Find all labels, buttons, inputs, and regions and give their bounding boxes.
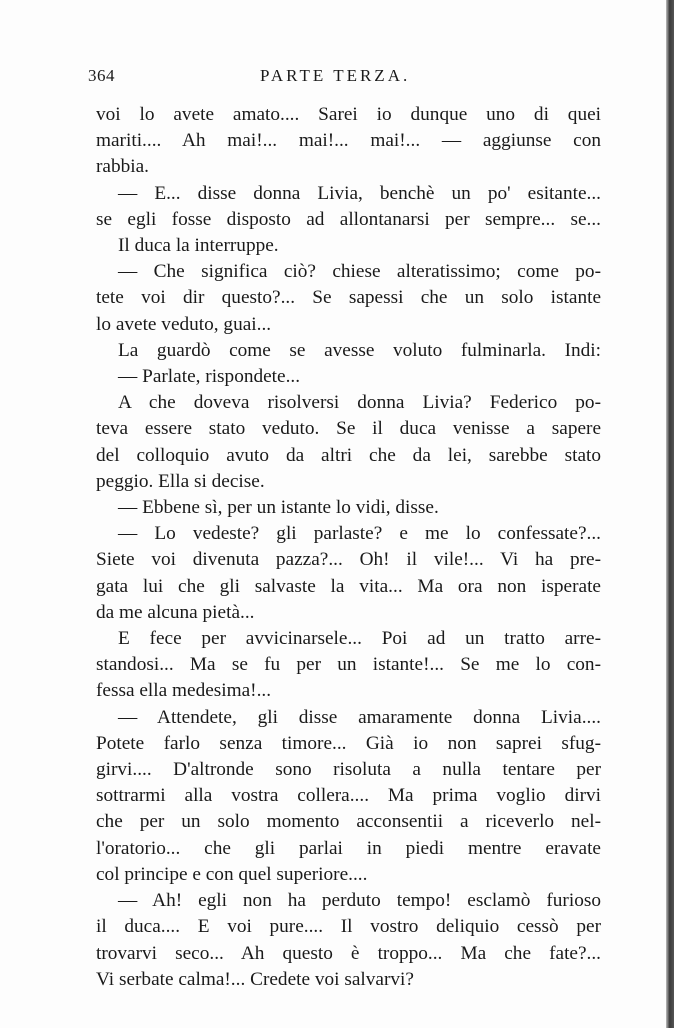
text-line: teva essere stato veduto. Se il duca venisse a sapere: [96, 418, 601, 440]
text-line: La guardò come se avesse voluto fulminarla. Indi:: [118, 339, 601, 361]
text-line: l'oratorio... che gli parlai in piedi mentre eravate: [96, 837, 601, 859]
text-line: Potete farlo senza timore... Già io non saprei sfug-: [96, 732, 601, 754]
text-line: — Ah! egli non ha perduto tempo! esclamò furioso: [118, 890, 601, 912]
page-number: 364: [88, 66, 115, 85]
text-line: — E... disse donna Livia, benchè un po' esitante...: [118, 182, 601, 204]
text-line: peggio. Ella si decise.: [96, 470, 265, 492]
body-text: [96, 102, 601, 993]
text-line: tete voi dir questo?... Se sapessi che un solo istante: [96, 287, 601, 309]
text-line: col principe e con quel superiore....: [96, 863, 368, 885]
text-line: se egli fosse disposto ad allontanarsi per sempre... se...: [96, 208, 601, 230]
text-line: del colloquio avuto da altri che da lei, sarebbe stato: [96, 444, 601, 466]
text-line: A che doveva risolversi donna Livia? Federico po-: [118, 392, 601, 414]
text-line: lo avete veduto, guai...: [96, 313, 272, 335]
text-line: Vi serbate calma!... Credete voi salvarvi?: [96, 968, 414, 990]
text-line: voi lo avete amato.... Sarei io dunque uno di quei: [96, 104, 601, 125]
text-line: — Che significa ciò? chiese alteratissimo; come po-: [118, 261, 601, 283]
text-line: — Attendete, gli disse amaramente donna Livia....: [118, 706, 601, 728]
text-line: che per un solo momento acconsentii a riceverlo nel-: [96, 811, 601, 833]
page-header: [88, 66, 608, 90]
text-line: trovarvi seco... Ah questo è troppo... Ma che fate?...: [96, 942, 601, 964]
text-line: fessa ella medesima!...: [96, 680, 272, 702]
text-line: mariti.... Ah mai!... mai!... mai!... — aggiunse con: [96, 130, 601, 152]
text-line: — Parlate, rispondete...: [118, 366, 301, 388]
text-line: sottrarmi alla vostra collera.... Ma prima voglio dirvi: [96, 785, 601, 807]
text-line: rabbia.: [96, 156, 149, 178]
text-line: — Lo vedeste? gli parlaste? e me lo confessate?...: [118, 523, 601, 545]
page-binding-edge: [666, 0, 674, 1028]
text-line: Siete voi divenuta pazza?... Oh! il vile!... Vi ha pre-: [96, 549, 601, 571]
text-line: — Ebbene sì, per un istante lo vidi, disse.: [118, 497, 439, 519]
running-head: PARTE TERZA.: [260, 66, 411, 85]
text-line: standosi... Ma se fu per un istante!... Se me lo con-: [96, 654, 601, 676]
text-line: il duca.... E voi pure.... Il vostro deliquio cessò per: [96, 916, 601, 938]
text-line: Il duca la interruppe.: [118, 235, 279, 257]
text-line: E fece per avvicinarsele... Poi ad un tratto arre-: [118, 628, 601, 650]
text-line: da me alcuna pietà...: [96, 601, 255, 623]
text-line: girvi.... D'altronde sono risoluta a nulla tentare per: [96, 759, 601, 781]
text-line: gata lui che gli salvaste la vita... Ma ora non isperate: [96, 575, 601, 597]
